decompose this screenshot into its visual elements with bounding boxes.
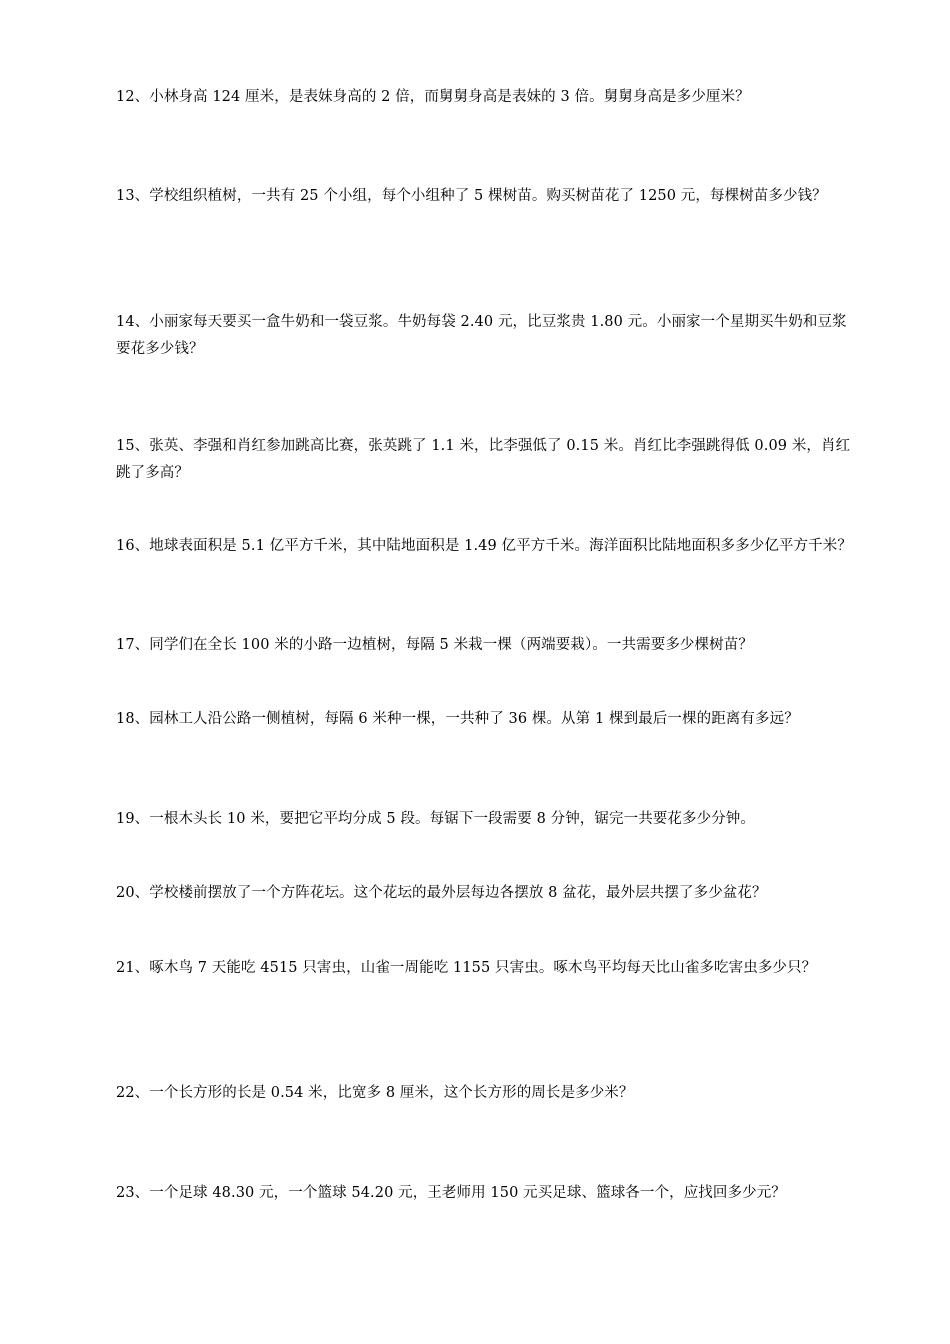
problem-13: 13、学校组织植树，一共有 25 个小组，每个小组种了 5 棵树苗。购买树苗花了 1250 元，每棵树苗多少钱？: [116, 188, 827, 204]
problem-19: 19、一根木头长 10 米，要把它平均分成 5 段。每锯下一段需要 8 分钟，锯完一共要花多少分钟。: [116, 811, 756, 827]
problem-22: 22、一个长方形的长是 0.54 米，比宽多 8 厘米，这个长方形的周长是多少米？: [116, 1085, 634, 1101]
problem-17: 17、同学们在全长 100 米的小路一边植树，每隔 5 米栽一棵（两端要栽）。一共需要多少棵树苗？: [116, 637, 753, 653]
problem-15: 15、张英、李强和肖红参加跳高比赛，张英跳了 1.1 米，比李强低了 0.15 米。肖红比李强跳得低 0.09 米，肖红跳了多高？: [116, 438, 851, 481]
problem-12: 12、小林身高 124 厘米，是表妹身高的 2 倍，而舅舅身高是表妹的 3 倍。舅舅身高是多少厘米？: [116, 89, 750, 105]
problem-20: 20、学校楼前摆放了一个方阵花坛。这个花坛的最外层每边各摆放 8 盆花，最外层共摆了多少盆花？: [116, 885, 767, 901]
problem-23: 23、一个足球 48.30 元，一个篮球 54.20 元，王老师用 150 元买足球、篮球各一个，应找回多少元？: [116, 1185, 786, 1201]
problem-16: 16、地球表面积是 5.1 亿平方千米，其中陆地面积是 1.49 亿平方千米。海洋面积比陆地面积多多少亿平方千米？: [116, 538, 852, 554]
problem-14: 14、小丽家每天要买一盒牛奶和一袋豆浆。牛奶每袋 2.40 元，比豆浆贵 1.80 元。小丽家一个星期买牛奶和豆浆要花多少钱？: [116, 314, 847, 357]
problem-18: 18、园林工人沿公路一侧植树，每隔 6 米种一棵，一共种了 36 棵。从第 1 棵到最后一棵的距离有多远？: [116, 711, 799, 727]
problem-21: 21、啄木鸟 7 天能吃 4515 只害虫，山雀一周能吃 1155 只害虫。啄木鸟平均每天比山雀多吃害虫多少只？: [116, 960, 817, 976]
